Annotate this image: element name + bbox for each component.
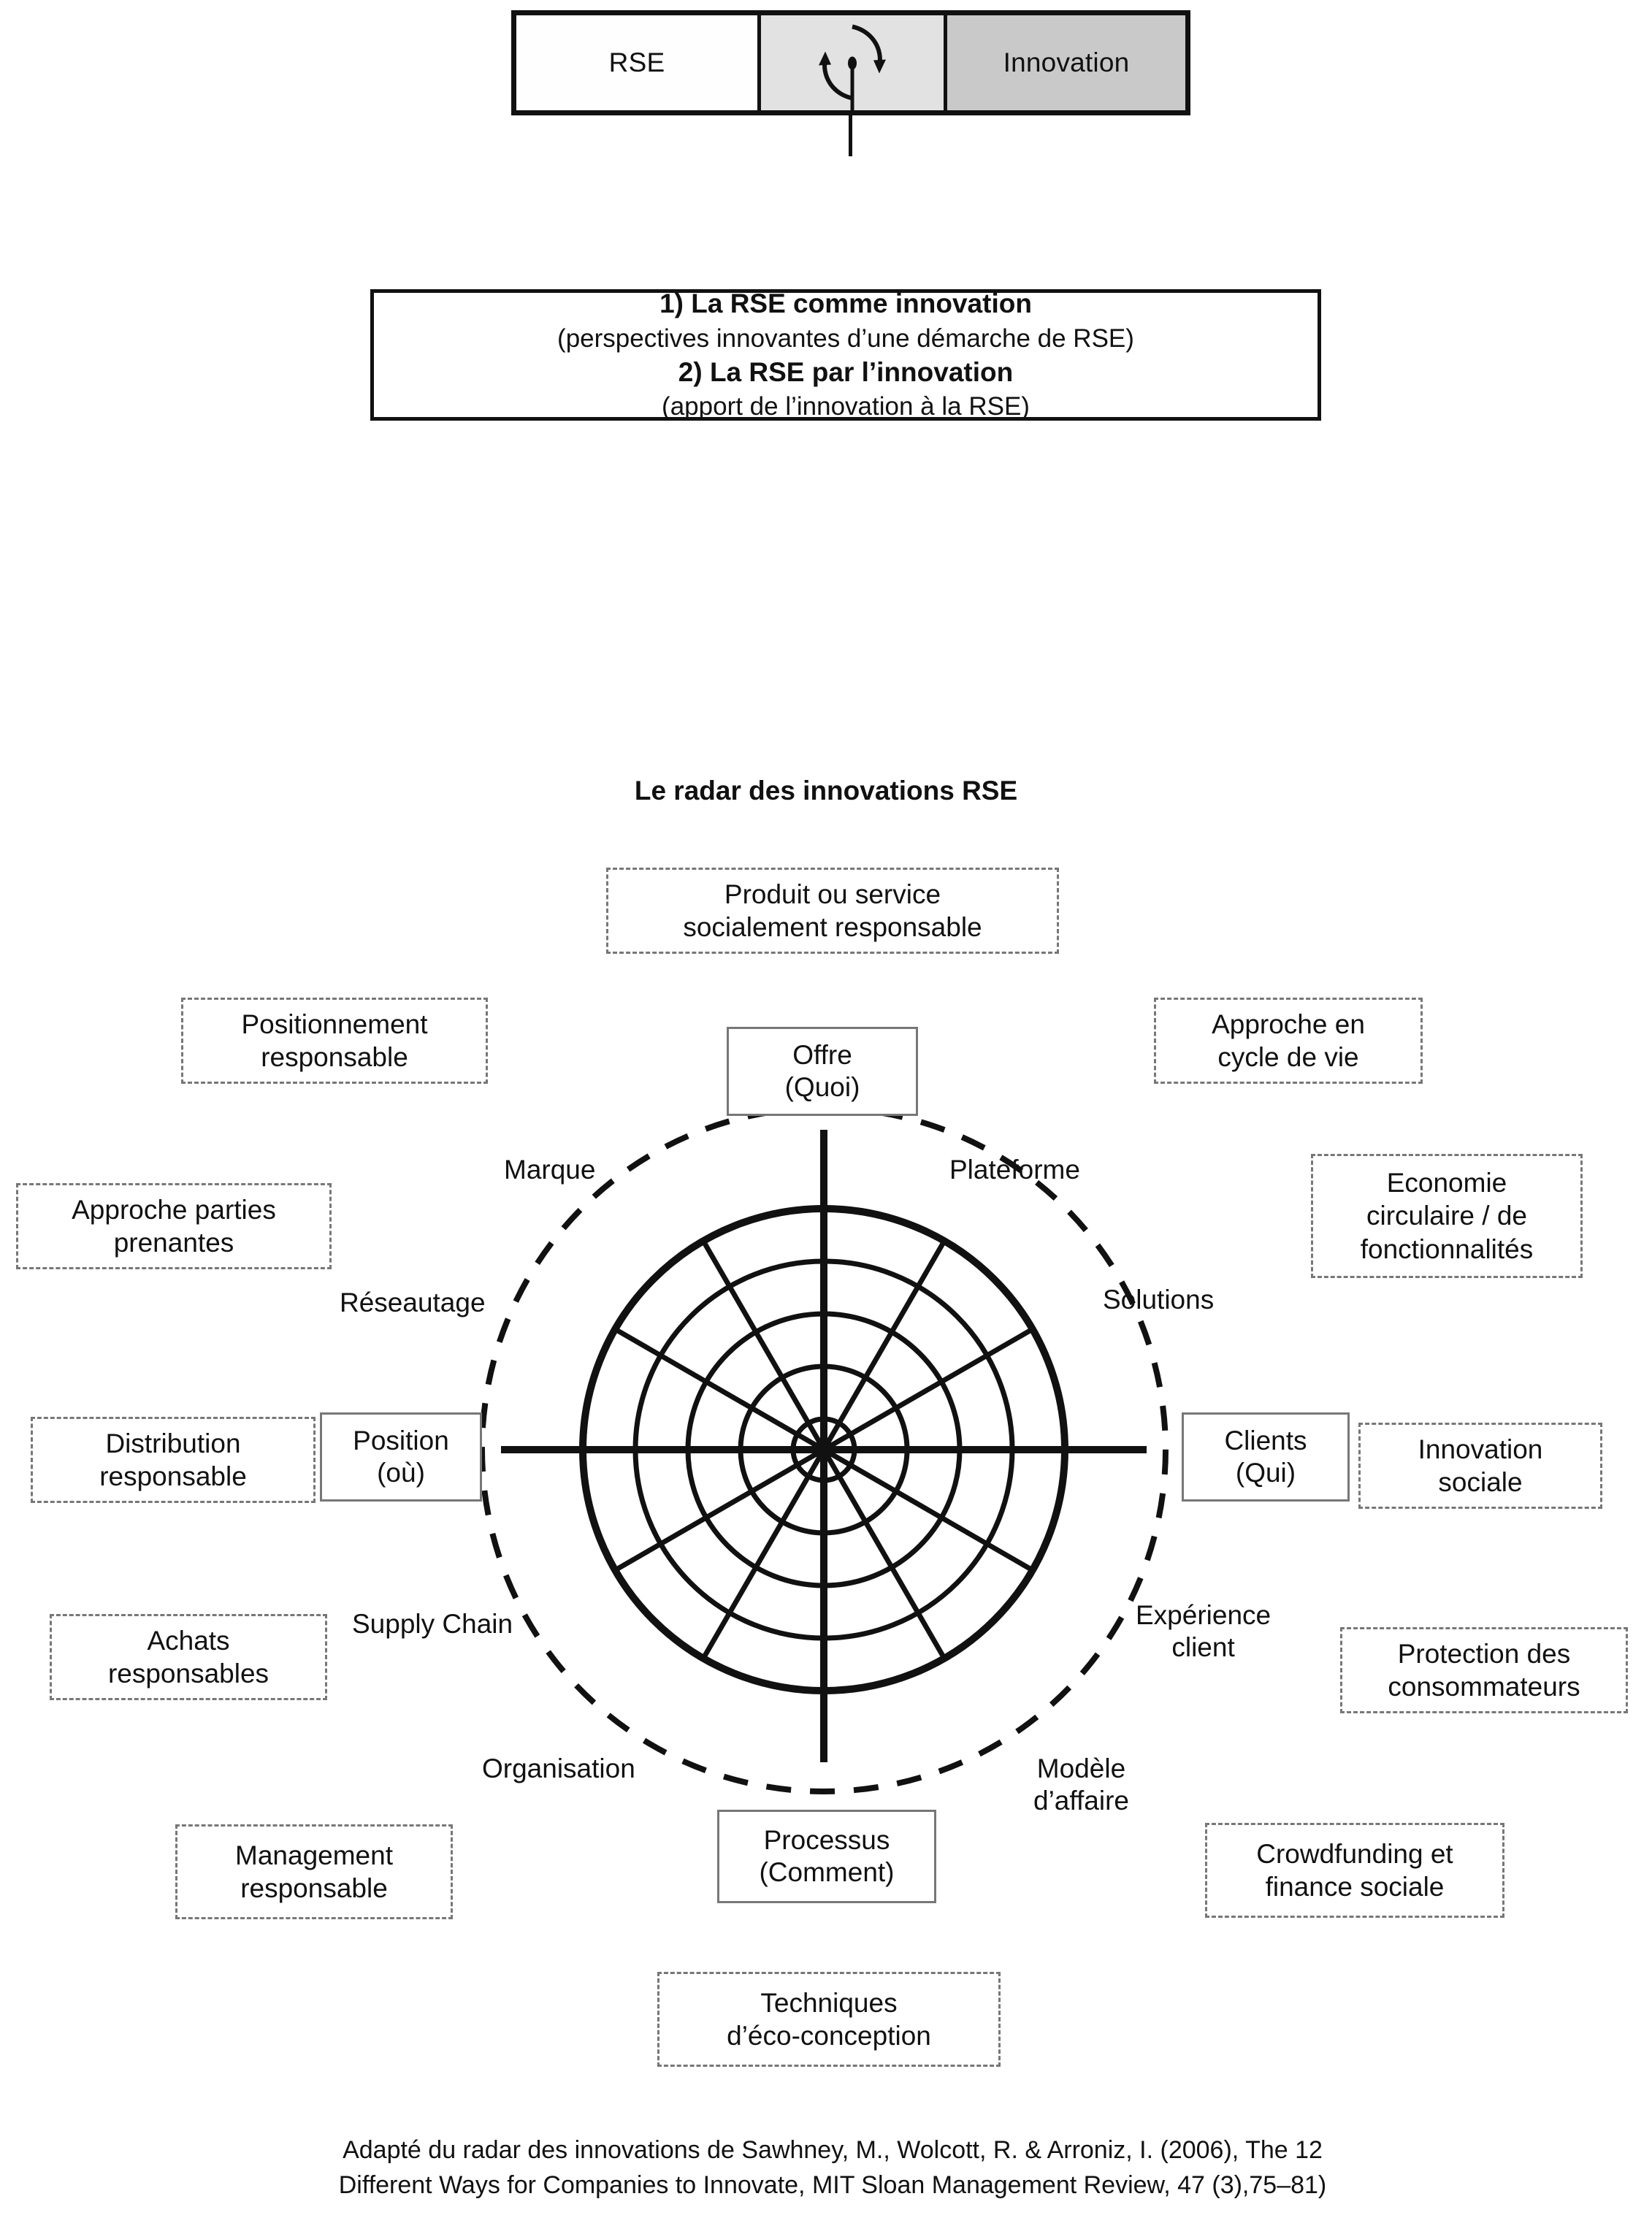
connector-stem	[849, 115, 852, 156]
axis-box-processus-line2: (Comment)	[759, 1857, 895, 1887]
outer-box-distribution: Distribution responsable	[31, 1417, 316, 1503]
radar-chart-graphic	[0, 781, 1652, 1950]
statement-item2-sub: (apport de l’innovation à la RSE)	[662, 392, 1030, 421]
axis-box-offre-line2: (Quoi)	[784, 1072, 860, 1102]
caption-line1: Adapté du radar des innovations de Sawhney, M., Wolcott, R. & Arroniz, I. (2006), The 12	[343, 2136, 1323, 2164]
radar-title: Le radar des innovations RSE	[634, 776, 1018, 806]
spoke-label-experience-client: Expérience client	[1136, 1600, 1271, 1662]
spoke-label-plateforme: Plateforme	[949, 1155, 1080, 1185]
caption-line2: Different Ways for Companies to Innovate, MIT Sloan Management Review, 47 (3),75–81)	[338, 2171, 1327, 2200]
outer-box-achats: Achats responsables	[50, 1614, 327, 1700]
cell-rse	[516, 15, 761, 110]
statement-item1-title: 1) La RSE comme innovation	[659, 288, 1032, 319]
spoke-label-modele-affaire: Modèle d’affaire	[1033, 1753, 1129, 1816]
outer-box-innovation-sociale: Innovation sociale	[1358, 1423, 1602, 1509]
spoke-label-organisation: Organisation	[482, 1753, 635, 1783]
axis-box-processus-line1: Processus	[763, 1825, 890, 1856]
spoke-label-marque: Marque	[504, 1155, 596, 1185]
outer-box-crowdfunding: Crowdfunding et finance sociale	[1205, 1823, 1504, 1918]
axis-box-offre	[727, 1027, 918, 1116]
outer-box-management: Management responsable	[175, 1824, 453, 1919]
outer-box-approche-cycle-vie: Approche en cycle de vie	[1154, 998, 1423, 1084]
outer-box-economie-circulaire: Economie circulaire / de fonctionnalités	[1311, 1154, 1583, 1278]
radar-geometry	[482, 1108, 1166, 1791]
axis-box-position-line2: (où)	[377, 1458, 425, 1488]
cell-rse-label: RSE	[608, 47, 665, 77]
statement-box	[370, 289, 1321, 421]
outer-box-techniques-eco: Techniques d’éco-conception	[657, 1972, 1001, 2067]
axis-box-processus	[717, 1810, 936, 1903]
outer-box-protection-conso: Protection des consommateurs	[1340, 1627, 1628, 1713]
statement-item1-sub: (perspectives innovantes d’une démarche de RSE)	[557, 324, 1134, 353]
outer-box-produit-service: Produit ou service socialement responsable	[606, 868, 1059, 954]
spoke-label-solutions: Solutions	[1103, 1285, 1215, 1315]
statement-item2-title: 2) La RSE par l’innovation	[678, 357, 1014, 387]
axis-box-offre-line1: Offre	[792, 1040, 852, 1071]
axis-box-position	[320, 1412, 482, 1502]
outer-box-approche-parties: Approche parties prenantes	[16, 1183, 332, 1269]
spoke-label-reseautage: Réseautage	[340, 1288, 486, 1317]
axis-box-clients-line1: Clients	[1224, 1426, 1307, 1456]
axis-box-position-line1: Position	[353, 1426, 449, 1456]
spoke-label-supply-chain: Supply Chain	[352, 1609, 513, 1639]
circular-arrow-loop-icon	[798, 14, 907, 112]
axis-box-clients-line2: (Qui)	[1235, 1458, 1296, 1488]
source-caption	[219, 2133, 1446, 2203]
axis-box-clients	[1182, 1412, 1350, 1502]
cell-innovation-label: Innovation	[1003, 47, 1130, 77]
cell-innovation	[947, 15, 1185, 110]
cell-loop	[761, 15, 947, 110]
rse-innovation-triptych	[511, 10, 1190, 115]
outer-box-positionnement: Positionnement responsable	[181, 998, 488, 1084]
